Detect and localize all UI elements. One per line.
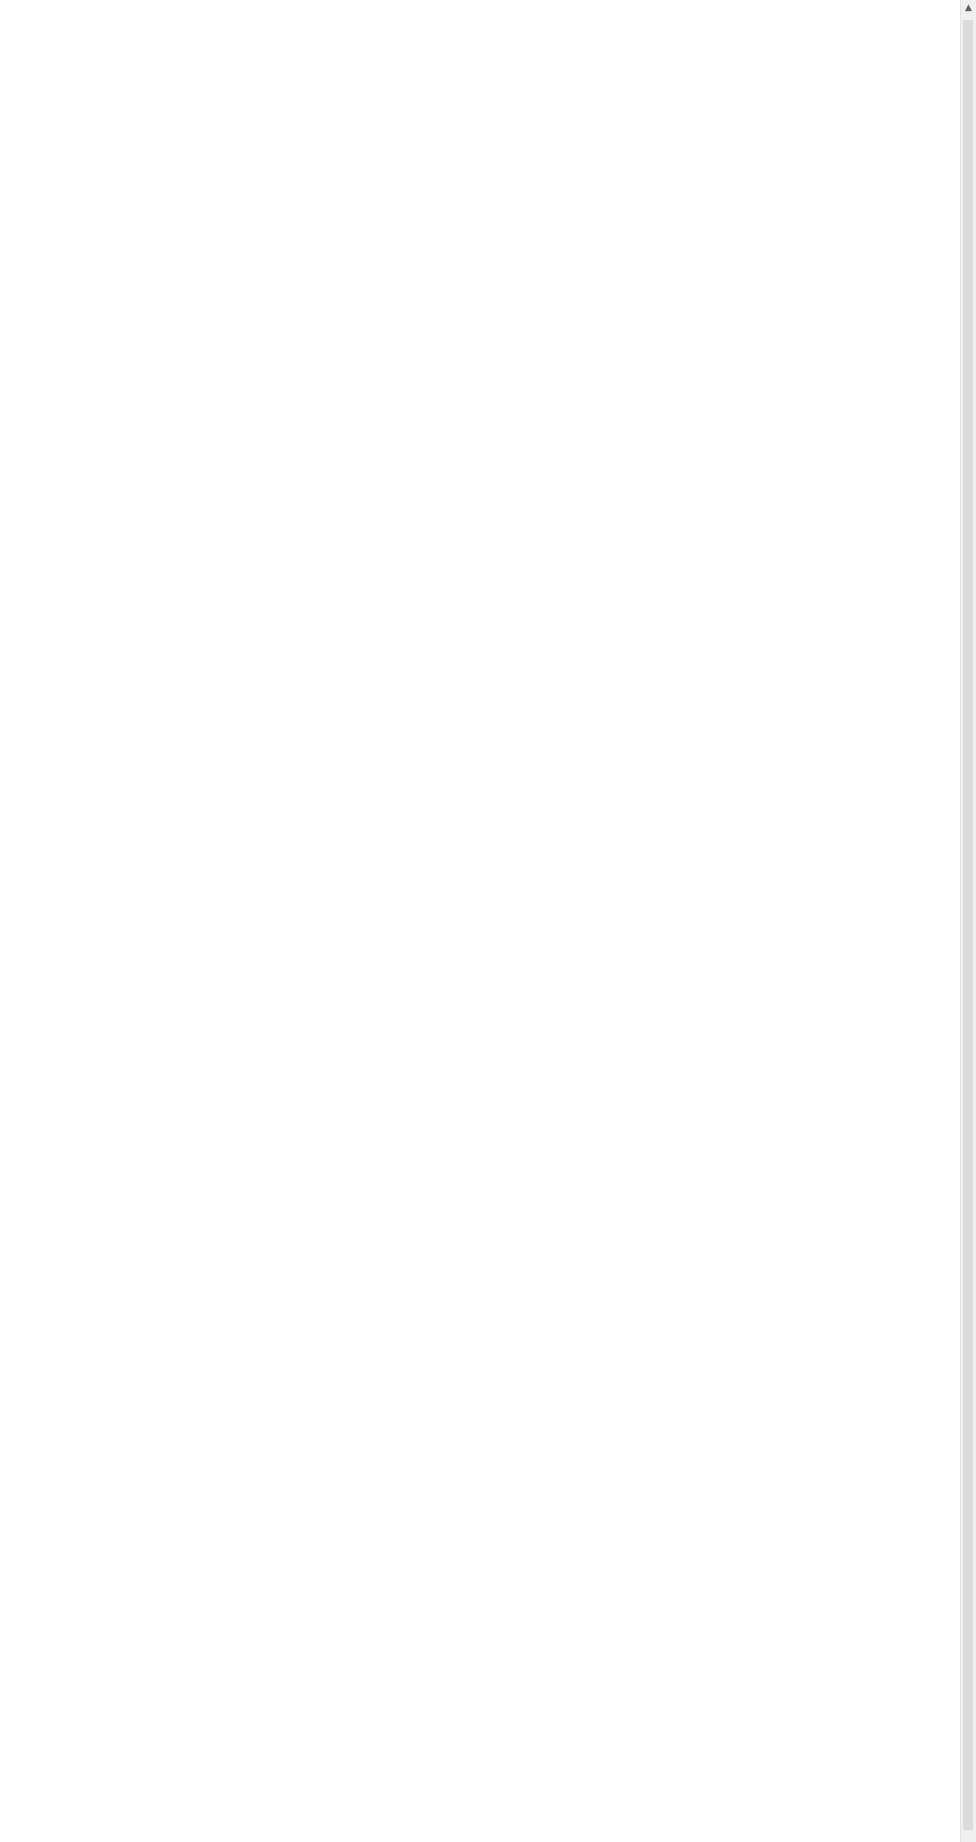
vertical-scrollbar[interactable] <box>960 0 976 1842</box>
chevron-up-icon[interactable]: ▲ <box>965 3 972 13</box>
field-row <box>0 531 960 558</box>
field-row <box>0 1382 960 1409</box>
table-row <box>0 715 960 742</box>
scrollbar-thumb[interactable] <box>963 20 973 1830</box>
